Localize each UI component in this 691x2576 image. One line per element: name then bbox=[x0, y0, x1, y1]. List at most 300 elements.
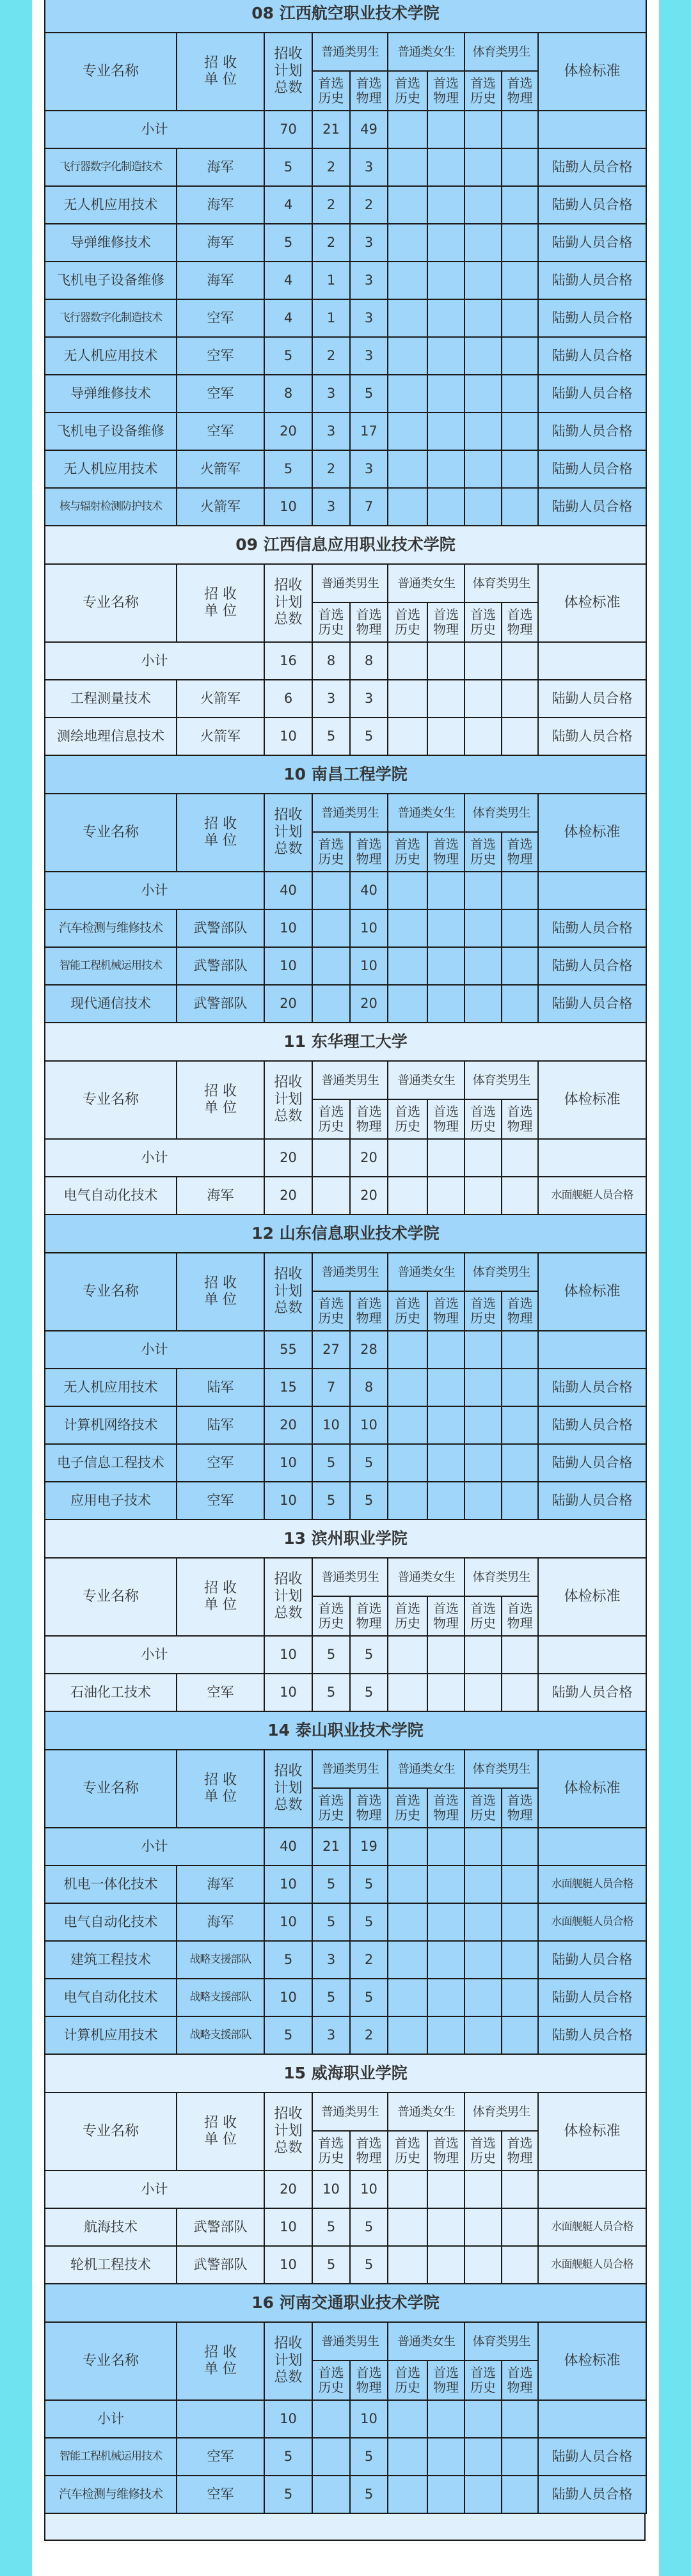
header-row bbox=[45, 2322, 646, 2360]
subheader-physics: 首选 物理 bbox=[502, 1596, 538, 1636]
subtotal-row bbox=[45, 1636, 646, 1674]
male-sports-history bbox=[465, 262, 502, 299]
table-row bbox=[45, 148, 646, 186]
male-sports-physics bbox=[502, 1979, 538, 2016]
header-unit: 招 收 单 位 bbox=[177, 564, 264, 642]
recruiting-unit: 海军 bbox=[177, 186, 264, 224]
header-row bbox=[45, 33, 646, 71]
subheader-physics: 首选 物理 bbox=[350, 2360, 388, 2400]
subheader-history: 首选 历史 bbox=[388, 832, 427, 872]
female-general-physics bbox=[427, 450, 465, 488]
physical-standard: 陆勤人员合格 bbox=[538, 337, 646, 375]
male-sports-physics bbox=[502, 1369, 538, 1406]
header-major: 专业名称 bbox=[45, 2322, 177, 2400]
male-sports-history bbox=[465, 148, 502, 186]
major-name: 无人机应用技术 bbox=[45, 186, 177, 224]
male-sports-history bbox=[465, 1865, 502, 1903]
subtotal-male-general-history: 10 bbox=[312, 2171, 350, 2208]
male-general-physics: 5 bbox=[350, 2246, 388, 2284]
subtotal-female-general-physics bbox=[427, 2171, 465, 2208]
male-general-physics: 3 bbox=[350, 450, 388, 488]
table-row bbox=[45, 375, 646, 412]
header-male-sports: 体育类男生 bbox=[465, 794, 538, 832]
male-general-physics: 3 bbox=[350, 262, 388, 299]
male-sports-physics bbox=[502, 450, 538, 488]
recruiting-unit: 空军 bbox=[177, 1482, 264, 1520]
header-major: 专业名称 bbox=[45, 2093, 177, 2171]
male-general-history: 7 bbox=[312, 1369, 350, 1406]
male-general-history bbox=[312, 2438, 350, 2476]
physical-standard: 陆勤人员合格 bbox=[538, 186, 646, 224]
plan-total: 15 bbox=[264, 1369, 312, 1406]
male-sports-history bbox=[465, 375, 502, 412]
subheader-physics: 首选 物理 bbox=[350, 832, 388, 872]
male-general-history: 2 bbox=[312, 186, 350, 224]
header-major: 专业名称 bbox=[45, 1253, 177, 1331]
section-title-row bbox=[45, 2054, 646, 2093]
physical-standard: 水面舰艇人员合格 bbox=[538, 1903, 646, 1941]
subtotal-plan-total: 10 bbox=[264, 1636, 312, 1674]
male-sports-physics bbox=[502, 1903, 538, 1941]
header-male-sports: 体育类男生 bbox=[465, 2322, 538, 2360]
female-general-physics bbox=[427, 148, 465, 186]
subheader-history: 首选 历史 bbox=[465, 1291, 502, 1331]
header-row bbox=[45, 1558, 646, 1596]
subtotal-row bbox=[45, 642, 646, 680]
female-general-physics bbox=[427, 299, 465, 337]
subtotal-female-general-history bbox=[388, 1139, 427, 1177]
female-general-physics bbox=[427, 909, 465, 947]
male-sports-physics bbox=[502, 1444, 538, 1482]
major-name: 电子信息工程技术 bbox=[45, 1444, 177, 1482]
major-name: 工程测量技术 bbox=[45, 680, 177, 718]
header-unit: 招 收 单 位 bbox=[177, 2322, 264, 2400]
header-male-sports: 体育类男生 bbox=[465, 1558, 538, 1596]
plan-total: 5 bbox=[264, 2476, 312, 2513]
female-general-history bbox=[388, 186, 427, 224]
female-general-history bbox=[388, 1941, 427, 1979]
female-general-physics bbox=[427, 224, 465, 262]
subheader-history: 首选 历史 bbox=[388, 1291, 427, 1331]
male-sports-physics bbox=[502, 299, 538, 337]
recruiting-unit: 火箭军 bbox=[177, 718, 264, 755]
male-general-physics: 2 bbox=[350, 2016, 388, 2054]
school-title: 08 江西航空职业技术学院 bbox=[45, 0, 646, 33]
subtotal-label: 小计 bbox=[45, 111, 264, 148]
physical-standard: 陆勤人员合格 bbox=[538, 450, 646, 488]
recruiting-unit: 战略支援部队 bbox=[177, 2016, 264, 2054]
header-major: 专业名称 bbox=[45, 33, 177, 111]
subtotal-male-general-history bbox=[312, 2400, 350, 2438]
table-row bbox=[45, 2438, 646, 2476]
male-sports-history bbox=[465, 947, 502, 985]
section-title-row bbox=[45, 0, 646, 33]
subheader-history: 首选 历史 bbox=[312, 71, 350, 111]
female-general-physics bbox=[427, 337, 465, 375]
header-female-general: 普通类女生 bbox=[388, 2322, 465, 2360]
header-standard: 体检标准 bbox=[538, 1253, 646, 1331]
header-total: 招收 计划 总数 bbox=[264, 1061, 312, 1139]
subtotal-unit bbox=[177, 2400, 264, 2438]
recruiting-unit: 战略支援部队 bbox=[177, 1979, 264, 2016]
header-standard: 体检标准 bbox=[538, 2093, 646, 2171]
male-general-physics: 5 bbox=[350, 375, 388, 412]
plan-total: 10 bbox=[264, 1979, 312, 2016]
subtotal-row bbox=[45, 872, 646, 909]
subheader-history: 首选 历史 bbox=[388, 2131, 427, 2171]
female-general-history bbox=[388, 947, 427, 985]
physical-standard: 陆勤人员合格 bbox=[538, 1674, 646, 1711]
male-general-history: 5 bbox=[312, 1865, 350, 1903]
male-general-history: 1 bbox=[312, 262, 350, 299]
female-general-physics bbox=[427, 186, 465, 224]
recruiting-unit: 空军 bbox=[177, 375, 264, 412]
header-male-sports: 体育类男生 bbox=[465, 1253, 538, 1291]
subheader-physics: 首选 物理 bbox=[350, 1596, 388, 1636]
male-sports-history bbox=[465, 2438, 502, 2476]
female-general-physics bbox=[427, 2476, 465, 2513]
male-general-physics: 8 bbox=[350, 1369, 388, 1406]
subtotal-plan-total: 40 bbox=[264, 872, 312, 909]
subtotal-row bbox=[45, 1828, 646, 1865]
subheader-physics: 首选 物理 bbox=[350, 1788, 388, 1828]
section-title-row bbox=[45, 1023, 646, 1061]
major-name: 建筑工程技术 bbox=[45, 1941, 177, 1979]
subtotal-row bbox=[45, 111, 646, 148]
subtotal-label: 小计 bbox=[45, 1331, 264, 1369]
male-sports-history bbox=[465, 2476, 502, 2513]
subheader-history: 首选 历史 bbox=[312, 1788, 350, 1828]
male-sports-history bbox=[465, 1674, 502, 1711]
header-total: 招收 计划 总数 bbox=[264, 1558, 312, 1636]
header-male-sports: 体育类男生 bbox=[465, 564, 538, 602]
header-female-general: 普通类女生 bbox=[388, 564, 465, 602]
female-general-history bbox=[388, 1903, 427, 1941]
female-general-physics bbox=[427, 2208, 465, 2246]
header-male-general: 普通类男生 bbox=[312, 794, 388, 832]
plan-total: 5 bbox=[264, 1941, 312, 1979]
subtotal-female-general-physics bbox=[427, 642, 465, 680]
subtotal-standard bbox=[538, 1139, 646, 1177]
female-general-history bbox=[388, 1979, 427, 2016]
plan-total: 5 bbox=[264, 450, 312, 488]
subtotal-female-general-history bbox=[388, 642, 427, 680]
subheader-physics: 首选 物理 bbox=[502, 1291, 538, 1331]
male-general-physics: 5 bbox=[350, 2476, 388, 2513]
male-general-physics: 2 bbox=[350, 1941, 388, 1979]
header-standard: 体检标准 bbox=[538, 1558, 646, 1636]
plan-total: 20 bbox=[264, 1177, 312, 1214]
table-row bbox=[45, 1674, 646, 1711]
header-unit: 招 收 单 位 bbox=[177, 1061, 264, 1139]
table-row bbox=[45, 2016, 646, 2054]
male-sports-physics bbox=[502, 375, 538, 412]
header-row bbox=[45, 794, 646, 832]
subtotal-male-sports-history bbox=[465, 872, 502, 909]
subtotal-label: 小计 bbox=[45, 1139, 264, 1177]
school-title: 10 南昌工程学院 bbox=[45, 755, 646, 794]
subheader-history: 首选 历史 bbox=[312, 1099, 350, 1139]
header-male-general: 普通类男生 bbox=[312, 1061, 388, 1099]
male-general-history: 5 bbox=[312, 1444, 350, 1482]
female-general-history bbox=[388, 450, 427, 488]
male-general-physics: 2 bbox=[350, 186, 388, 224]
male-sports-history bbox=[465, 1482, 502, 1520]
major-name: 测绘地理信息技术 bbox=[45, 718, 177, 755]
subtotal-label: 小计 bbox=[45, 1828, 264, 1865]
male-sports-physics bbox=[502, 148, 538, 186]
male-general-history: 2 bbox=[312, 148, 350, 186]
subtotal-female-general-history bbox=[388, 872, 427, 909]
subheader-history: 首选 历史 bbox=[465, 1596, 502, 1636]
subheader-physics: 首选 物理 bbox=[427, 71, 465, 111]
table-row bbox=[45, 1177, 646, 1214]
subtotal-male-general-physics: 40 bbox=[350, 872, 388, 909]
subheader-physics: 首选 物理 bbox=[350, 71, 388, 111]
male-sports-physics bbox=[502, 680, 538, 718]
male-general-physics: 5 bbox=[350, 2438, 388, 2476]
subtotal-female-general-physics bbox=[427, 872, 465, 909]
male-general-physics: 10 bbox=[350, 1406, 388, 1444]
major-name: 航海技术 bbox=[45, 2208, 177, 2246]
subheader-physics: 首选 物理 bbox=[502, 2131, 538, 2171]
male-general-physics: 17 bbox=[350, 412, 388, 450]
subtotal-male-sports-physics bbox=[502, 2400, 538, 2438]
subtotal-label: 小计 bbox=[45, 642, 264, 680]
recruiting-unit: 武警部队 bbox=[177, 947, 264, 985]
table-row bbox=[45, 262, 646, 299]
header-row bbox=[45, 1750, 646, 1788]
subtotal-male-general-physics: 10 bbox=[350, 2171, 388, 2208]
physical-standard: 陆勤人员合格 bbox=[538, 262, 646, 299]
subtotal-female-general-physics bbox=[427, 111, 465, 148]
physical-standard: 水面舰艇人员合格 bbox=[538, 2246, 646, 2284]
subtotal-female-general-history bbox=[388, 1636, 427, 1674]
subtotal-row bbox=[45, 2171, 646, 2208]
major-name: 电气自动化技术 bbox=[45, 1903, 177, 1941]
subtotal-male-sports-history bbox=[465, 1331, 502, 1369]
male-sports-physics bbox=[502, 2246, 538, 2284]
male-sports-history bbox=[465, 412, 502, 450]
plan-total: 10 bbox=[264, 1674, 312, 1711]
enrollment-table bbox=[44, 0, 647, 2514]
header-female-general: 普通类女生 bbox=[388, 1061, 465, 1099]
recruiting-unit: 空军 bbox=[177, 412, 264, 450]
table-row bbox=[45, 1482, 646, 1520]
subheader-history: 首选 历史 bbox=[312, 1596, 350, 1636]
plan-total: 4 bbox=[264, 299, 312, 337]
male-general-history: 3 bbox=[312, 680, 350, 718]
header-male-sports: 体育类男生 bbox=[465, 33, 538, 71]
subtotal-standard bbox=[538, 2171, 646, 2208]
table-row bbox=[45, 1903, 646, 1941]
header-row bbox=[45, 1061, 646, 1099]
major-name: 汽车检测与维修技术 bbox=[45, 909, 177, 947]
subtotal-label: 小计 bbox=[45, 872, 264, 909]
table-row bbox=[45, 2246, 646, 2284]
section-title-row bbox=[45, 526, 646, 564]
subtotal-female-general-history bbox=[388, 2171, 427, 2208]
table-row bbox=[45, 488, 646, 526]
female-general-physics bbox=[427, 1941, 465, 1979]
male-sports-physics bbox=[502, 1177, 538, 1214]
header-male-sports: 体育类男生 bbox=[465, 1061, 538, 1099]
major-name: 石油化工技术 bbox=[45, 1674, 177, 1711]
female-general-history bbox=[388, 299, 427, 337]
male-general-history: 5 bbox=[312, 1979, 350, 2016]
plan-total: 10 bbox=[264, 488, 312, 526]
table-row bbox=[45, 412, 646, 450]
male-general-history: 3 bbox=[312, 375, 350, 412]
male-sports-history bbox=[465, 1369, 502, 1406]
male-sports-physics bbox=[502, 1482, 538, 1520]
physical-standard: 陆勤人员合格 bbox=[538, 947, 646, 985]
major-name: 核与辐射检测防护技术 bbox=[45, 488, 177, 526]
subtotal-plan-total: 20 bbox=[264, 1139, 312, 1177]
female-general-physics bbox=[427, 2016, 465, 2054]
female-general-history bbox=[388, 2208, 427, 2246]
male-general-physics: 5 bbox=[350, 1444, 388, 1482]
school-title: 11 东华理工大学 bbox=[45, 1023, 646, 1061]
header-total: 招收 计划 总数 bbox=[264, 794, 312, 872]
subtotal-male-sports-physics bbox=[502, 872, 538, 909]
table-row bbox=[45, 1406, 646, 1444]
header-total: 招收 计划 总数 bbox=[264, 564, 312, 642]
section-title-row bbox=[45, 2284, 646, 2322]
subheader-history: 首选 历史 bbox=[465, 71, 502, 111]
physical-standard: 陆勤人员合格 bbox=[538, 909, 646, 947]
female-general-physics bbox=[427, 262, 465, 299]
plan-total: 5 bbox=[264, 224, 312, 262]
recruiting-unit: 武警部队 bbox=[177, 2246, 264, 2284]
male-sports-physics bbox=[502, 718, 538, 755]
header-total: 招收 计划 总数 bbox=[264, 1253, 312, 1331]
male-general-history bbox=[312, 2476, 350, 2513]
school-title: 09 江西信息应用职业技术学院 bbox=[45, 526, 646, 564]
header-row bbox=[45, 1253, 646, 1291]
subheader-history: 首选 历史 bbox=[388, 1788, 427, 1828]
major-name: 导弹维修技术 bbox=[45, 224, 177, 262]
header-female-general: 普通类女生 bbox=[388, 1558, 465, 1596]
header-total: 招收 计划 总数 bbox=[264, 2093, 312, 2171]
next-section-title bbox=[44, 2514, 646, 2541]
male-sports-history bbox=[465, 224, 502, 262]
male-general-history bbox=[312, 985, 350, 1023]
plan-total: 10 bbox=[264, 1482, 312, 1520]
subheader-physics: 首选 物理 bbox=[427, 1788, 465, 1828]
subtotal-male-sports-physics bbox=[502, 111, 538, 148]
major-name: 无人机应用技术 bbox=[45, 337, 177, 375]
physical-standard: 陆勤人员合格 bbox=[538, 1482, 646, 1520]
table-row bbox=[45, 1369, 646, 1406]
female-general-physics bbox=[427, 2438, 465, 2476]
school-title: 16 河南交通职业技术学院 bbox=[45, 2284, 646, 2322]
subheader-physics: 首选 物理 bbox=[502, 832, 538, 872]
subheader-history: 首选 历史 bbox=[312, 1291, 350, 1331]
male-sports-physics bbox=[502, 1865, 538, 1903]
recruiting-unit: 武警部队 bbox=[177, 2208, 264, 2246]
plan-total: 5 bbox=[264, 337, 312, 375]
major-name: 智能工程机械运用技术 bbox=[45, 2438, 177, 2476]
subtotal-male-sports-physics bbox=[502, 1828, 538, 1865]
table-row bbox=[45, 680, 646, 718]
section-title-row bbox=[45, 1711, 646, 1750]
major-name: 计算机应用技术 bbox=[45, 2016, 177, 2054]
subheader-history: 首选 历史 bbox=[388, 602, 427, 642]
subtotal-female-general-physics bbox=[427, 2400, 465, 2438]
male-general-history bbox=[312, 1177, 350, 1214]
plan-total: 10 bbox=[264, 1903, 312, 1941]
male-general-history: 3 bbox=[312, 1941, 350, 1979]
female-general-physics bbox=[427, 1865, 465, 1903]
header-male-sports: 体育类男生 bbox=[465, 1750, 538, 1788]
table-row bbox=[45, 450, 646, 488]
female-general-physics bbox=[427, 1903, 465, 1941]
plan-total: 10 bbox=[264, 2208, 312, 2246]
table-row bbox=[45, 2208, 646, 2246]
header-major: 专业名称 bbox=[45, 1558, 177, 1636]
header-female-general: 普通类女生 bbox=[388, 33, 465, 71]
subheader-physics: 首选 物理 bbox=[350, 2131, 388, 2171]
physical-standard: 陆勤人员合格 bbox=[538, 1369, 646, 1406]
physical-standard: 陆勤人员合格 bbox=[538, 2438, 646, 2476]
male-sports-physics bbox=[502, 2476, 538, 2513]
subtotal-male-sports-history bbox=[465, 1636, 502, 1674]
physical-standard: 陆勤人员合格 bbox=[538, 718, 646, 755]
table-row bbox=[45, 985, 646, 1023]
subtotal-male-general-history bbox=[312, 1139, 350, 1177]
plan-total: 10 bbox=[264, 947, 312, 985]
male-sports-history bbox=[465, 680, 502, 718]
subtotal-female-general-history bbox=[388, 1828, 427, 1865]
male-sports-history bbox=[465, 985, 502, 1023]
male-general-physics: 10 bbox=[350, 909, 388, 947]
male-sports-history bbox=[465, 450, 502, 488]
male-sports-history bbox=[465, 2208, 502, 2246]
subheader-physics: 首选 物理 bbox=[427, 2360, 465, 2400]
subheader-history: 首选 历史 bbox=[465, 2360, 502, 2400]
male-sports-physics bbox=[502, 2208, 538, 2246]
male-general-history: 3 bbox=[312, 2016, 350, 2054]
female-general-physics bbox=[427, 412, 465, 450]
subtotal-male-general-history bbox=[312, 872, 350, 909]
header-unit: 招 收 单 位 bbox=[177, 1253, 264, 1331]
plan-total: 5 bbox=[264, 2438, 312, 2476]
header-unit: 招 收 单 位 bbox=[177, 2093, 264, 2171]
subtotal-label: 小计 bbox=[45, 2400, 177, 2438]
subtotal-male-general-history: 27 bbox=[312, 1331, 350, 1369]
subtotal-male-general-physics: 20 bbox=[350, 1139, 388, 1177]
subtotal-male-sports-physics bbox=[502, 2171, 538, 2208]
physical-standard: 陆勤人员合格 bbox=[538, 299, 646, 337]
header-female-general: 普通类女生 bbox=[388, 794, 465, 832]
plan-total: 20 bbox=[264, 412, 312, 450]
plan-total: 10 bbox=[264, 718, 312, 755]
header-standard: 体检标准 bbox=[538, 1061, 646, 1139]
recruiting-unit: 空军 bbox=[177, 299, 264, 337]
physical-standard: 陆勤人员合格 bbox=[538, 1444, 646, 1482]
subtotal-male-general-physics: 10 bbox=[350, 2400, 388, 2438]
female-general-history bbox=[388, 1406, 427, 1444]
male-general-history: 5 bbox=[312, 2246, 350, 2284]
male-sports-physics bbox=[502, 2438, 538, 2476]
subheader-physics: 首选 物理 bbox=[427, 602, 465, 642]
subtotal-male-sports-physics bbox=[502, 1636, 538, 1674]
male-general-history: 2 bbox=[312, 224, 350, 262]
plan-total: 5 bbox=[264, 148, 312, 186]
female-general-history bbox=[388, 224, 427, 262]
subtotal-female-general-history bbox=[388, 111, 427, 148]
